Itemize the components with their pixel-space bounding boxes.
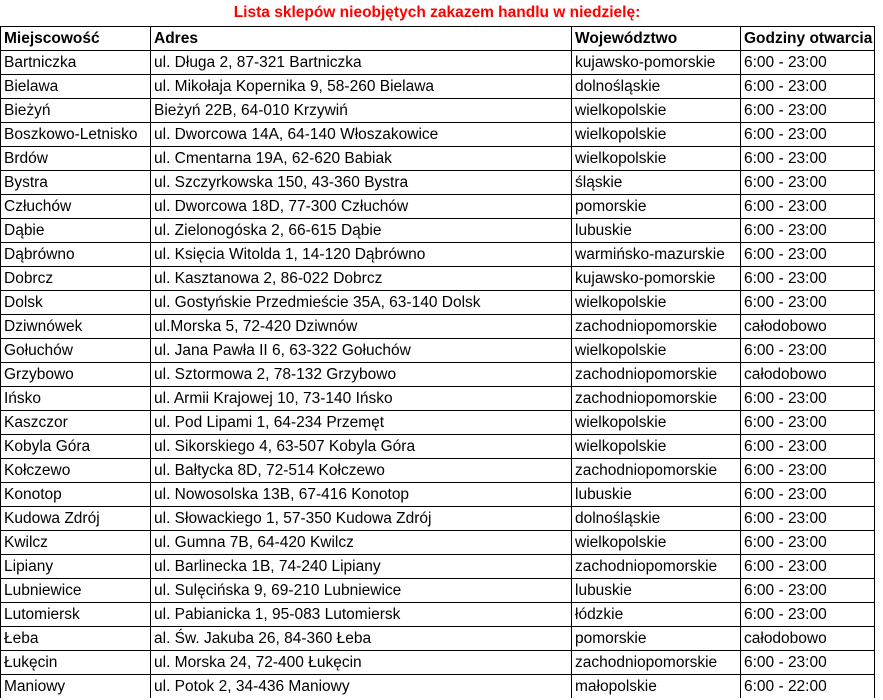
cell-miejscowosc[interactable]: Łukęcin bbox=[1, 651, 151, 675]
table-row bbox=[1, 531, 875, 555]
column-header-godziny-otwarcia[interactable]: Godziny otwarcia bbox=[741, 27, 875, 51]
table-row bbox=[1, 363, 875, 387]
table-row bbox=[1, 171, 875, 195]
cell-godziny-otwarcia[interactable]: 6:00 - 23:00 bbox=[741, 555, 875, 579]
cell-adres[interactable]: ul. Gostyńskie Przedmieście 35A, 63-140 Dolsk bbox=[151, 291, 572, 315]
cell-adres[interactable]: ul. Dworcowa 14A, 64-140 Włoszakowice bbox=[151, 123, 572, 147]
table-row bbox=[1, 435, 875, 459]
cell-wojewodztwo[interactable]: lubuskie bbox=[572, 219, 741, 243]
cell-adres[interactable]: ul. Morska 24, 72-400 Łukęcin bbox=[151, 651, 572, 675]
cell-adres[interactable]: ul. Księcia Witolda 1, 14-120 Dąbrówno bbox=[151, 243, 572, 267]
cell-godziny-otwarcia[interactable]: 6:00 - 23:00 bbox=[741, 99, 875, 123]
cell-wojewodztwo[interactable]: śląskie bbox=[572, 171, 741, 195]
cell-wojewodztwo[interactable]: dolnośląskie bbox=[572, 75, 741, 99]
cell-godziny-otwarcia[interactable]: 6:00 - 23:00 bbox=[741, 243, 875, 267]
sheet-title: Lista sklepów nieobjętych zakazem handlu w niedzielę: bbox=[233, 4, 641, 21]
cell-godziny-otwarcia[interactable]: 6:00 - 23:00 bbox=[741, 435, 875, 459]
cell-wojewodztwo[interactable]: małopolskie bbox=[572, 675, 741, 699]
table-row bbox=[1, 51, 875, 75]
cell-godziny-otwarcia[interactable]: 6:00 - 23:00 bbox=[741, 387, 875, 411]
table-row bbox=[1, 483, 875, 507]
cell-wojewodztwo[interactable]: kujawsko-pomorskie bbox=[572, 267, 741, 291]
cell-wojewodztwo[interactable]: zachodniopomorskie bbox=[572, 555, 741, 579]
table-row bbox=[1, 219, 875, 243]
cell-miejscowosc[interactable]: Bartniczka bbox=[1, 51, 151, 75]
table-row bbox=[1, 411, 875, 435]
cell-wojewodztwo[interactable]: wielkopolskie bbox=[572, 123, 741, 147]
cell-adres[interactable]: ul. Długa 2, 87-321 Bartniczka bbox=[151, 51, 572, 75]
cell-wojewodztwo[interactable]: wielkopolskie bbox=[572, 291, 741, 315]
cell-miejscowosc[interactable]: Bielawa bbox=[1, 75, 151, 99]
table-row bbox=[1, 75, 875, 99]
cell-miejscowosc[interactable]: Kwilcz bbox=[1, 531, 151, 555]
cell-wojewodztwo[interactable]: dolnośląskie bbox=[572, 507, 741, 531]
cell-wojewodztwo[interactable]: wielkopolskie bbox=[572, 411, 741, 435]
table-body bbox=[1, 51, 875, 699]
cell-wojewodztwo[interactable]: zachodniopomorskie bbox=[572, 315, 741, 339]
table-row bbox=[1, 243, 875, 267]
cell-godziny-otwarcia[interactable]: 6:00 - 23:00 bbox=[741, 483, 875, 507]
table-row bbox=[1, 291, 875, 315]
cell-godziny-otwarcia[interactable]: 6:00 - 23:00 bbox=[741, 171, 875, 195]
cell-wojewodztwo[interactable]: zachodniopomorskie bbox=[572, 387, 741, 411]
cell-miejscowosc[interactable]: Kaszczor bbox=[1, 411, 151, 435]
cell-wojewodztwo[interactable]: pomorskie bbox=[572, 195, 741, 219]
cell-miejscowosc[interactable]: Lubniewice bbox=[1, 579, 151, 603]
cell-godziny-otwarcia[interactable]: całodobowo bbox=[741, 627, 875, 651]
cell-miejscowosc[interactable]: Gołuchów bbox=[1, 339, 151, 363]
cell-wojewodztwo[interactable]: wielkopolskie bbox=[572, 147, 741, 171]
cell-adres[interactable]: ul. Gumna 7B, 64-420 Kwilcz bbox=[151, 531, 572, 555]
cell-godziny-otwarcia[interactable]: całodobowo bbox=[741, 363, 875, 387]
cell-miejscowosc[interactable]: Grzybowo bbox=[1, 363, 151, 387]
cell-adres[interactable]: ul. Sikorskiego 4, 63-507 Kobyla Góra bbox=[151, 435, 572, 459]
cell-wojewodztwo[interactable]: lubuskie bbox=[572, 483, 741, 507]
stores-table bbox=[0, 26, 875, 698]
cell-adres[interactable]: ul. Nowosolska 13B, 67-416 Konotop bbox=[151, 483, 572, 507]
cell-godziny-otwarcia[interactable]: całodobowo bbox=[741, 315, 875, 339]
cell-miejscowosc[interactable]: Człuchów bbox=[1, 195, 151, 219]
column-header-adres[interactable]: Adres bbox=[151, 27, 572, 51]
cell-godziny-otwarcia[interactable]: 6:00 - 23:00 bbox=[741, 459, 875, 483]
cell-miejscowosc[interactable]: Ińsko bbox=[1, 387, 151, 411]
cell-wojewodztwo[interactable]: zachodniopomorskie bbox=[572, 459, 741, 483]
table-row bbox=[1, 579, 875, 603]
cell-miejscowosc[interactable]: Kudowa Zdrój bbox=[1, 507, 151, 531]
cell-godziny-otwarcia[interactable]: 6:00 - 23:00 bbox=[741, 603, 875, 627]
cell-adres[interactable]: ul. Sulęcińska 9, 69-210 Lubniewice bbox=[151, 579, 572, 603]
cell-wojewodztwo[interactable]: zachodniopomorskie bbox=[572, 363, 741, 387]
cell-miejscowosc[interactable]: Brdów bbox=[1, 147, 151, 171]
cell-wojewodztwo[interactable]: pomorskie bbox=[572, 627, 741, 651]
cell-wojewodztwo[interactable]: lubuskie bbox=[572, 579, 741, 603]
table-row bbox=[1, 99, 875, 123]
table-row bbox=[1, 123, 875, 147]
cell-adres[interactable]: ul. Pabianicka 1, 95-083 Lutomiersk bbox=[151, 603, 572, 627]
cell-godziny-otwarcia[interactable]: 6:00 - 22:00 bbox=[741, 675, 875, 699]
table-row bbox=[1, 627, 875, 651]
cell-godziny-otwarcia[interactable]: 6:00 - 23:00 bbox=[741, 507, 875, 531]
cell-adres[interactable]: ul. Cmentarna 19A, 62-620 Babiak bbox=[151, 147, 572, 171]
cell-godziny-otwarcia[interactable]: 6:00 - 23:00 bbox=[741, 411, 875, 435]
cell-miejscowosc[interactable]: Łeba bbox=[1, 627, 151, 651]
cell-miejscowosc[interactable]: Konotop bbox=[1, 483, 151, 507]
cell-adres[interactable]: ul. Bałtycka 8D, 72-514 Kołczewo bbox=[151, 459, 572, 483]
cell-godziny-otwarcia[interactable]: 6:00 - 23:00 bbox=[741, 291, 875, 315]
cell-godziny-otwarcia[interactable]: 6:00 - 23:00 bbox=[741, 75, 875, 99]
cell-miejscowosc[interactable]: Maniowy bbox=[1, 675, 151, 699]
cell-godziny-otwarcia[interactable]: 6:00 - 23:00 bbox=[741, 147, 875, 171]
cell-miejscowosc[interactable]: Kobyla Góra bbox=[1, 435, 151, 459]
cell-miejscowosc[interactable]: Boszkowo-Letnisko bbox=[1, 123, 151, 147]
table-row bbox=[1, 603, 875, 627]
table-row bbox=[1, 555, 875, 579]
table-row bbox=[1, 387, 875, 411]
cell-adres[interactable]: ul. Mikołaja Kopernika 9, 58-260 Bielawa bbox=[151, 75, 572, 99]
cell-wojewodztwo[interactable]: wielkopolskie bbox=[572, 339, 741, 363]
table-row bbox=[1, 651, 875, 675]
cell-adres[interactable]: ul. Kasztanowa 2, 86-022 Dobrcz bbox=[151, 267, 572, 291]
table-row bbox=[1, 459, 875, 483]
cell-adres[interactable]: ul. Armii Krajowej 10, 73-140 Ińsko bbox=[151, 387, 572, 411]
table-row bbox=[1, 675, 875, 699]
cell-wojewodztwo[interactable]: kujawsko-pomorskie bbox=[572, 51, 741, 75]
cell-adres[interactable]: ul. Dworcowa 18D, 77-300 Człuchów bbox=[151, 195, 572, 219]
cell-adres[interactable]: al. Św. Jakuba 26, 84-360 Łeba bbox=[151, 627, 572, 651]
table-row bbox=[1, 195, 875, 219]
cell-adres[interactable]: ul.Morska 5, 72-420 Dziwnów bbox=[151, 315, 572, 339]
cell-miejscowosc[interactable]: Lutomiersk bbox=[1, 603, 151, 627]
table-row bbox=[1, 315, 875, 339]
table-row bbox=[1, 339, 875, 363]
cell-miejscowosc[interactable]: Bieżyń bbox=[1, 99, 151, 123]
cell-godziny-otwarcia[interactable]: 6:00 - 23:00 bbox=[741, 267, 875, 291]
cell-godziny-otwarcia[interactable]: 6:00 - 23:00 bbox=[741, 531, 875, 555]
cell-adres[interactable]: ul. Jana Pawła II 6, 63-322 Gołuchów bbox=[151, 339, 572, 363]
cell-godziny-otwarcia[interactable]: 6:00 - 23:00 bbox=[741, 123, 875, 147]
cell-godziny-otwarcia[interactable]: 6:00 - 23:00 bbox=[741, 219, 875, 243]
header-row bbox=[1, 27, 875, 51]
cell-wojewodztwo[interactable]: zachodniopomorskie bbox=[572, 651, 741, 675]
cell-godziny-otwarcia[interactable]: 6:00 - 23:00 bbox=[741, 195, 875, 219]
table-row bbox=[1, 267, 875, 291]
cell-miejscowosc[interactable]: Dolsk bbox=[1, 291, 151, 315]
cell-adres[interactable]: ul. Szczyrkowska 150, 43-360 Bystra bbox=[151, 171, 572, 195]
cell-godziny-otwarcia[interactable]: 6:00 - 23:00 bbox=[741, 579, 875, 603]
table-row bbox=[1, 507, 875, 531]
cell-wojewodztwo[interactable]: łódzkie bbox=[572, 603, 741, 627]
cell-adres[interactable]: ul. Pod Lipami 1, 64-234 Przemęt bbox=[151, 411, 572, 435]
cell-miejscowosc[interactable]: Kołczewo bbox=[1, 459, 151, 483]
cell-godziny-otwarcia[interactable]: 6:00 - 23:00 bbox=[741, 339, 875, 363]
cell-wojewodztwo[interactable]: wielkopolskie bbox=[572, 531, 741, 555]
cell-wojewodztwo[interactable]: wielkopolskie bbox=[572, 435, 741, 459]
cell-godziny-otwarcia[interactable]: 6:00 - 23:00 bbox=[741, 51, 875, 75]
cell-miejscowosc[interactable]: Dąbrówno bbox=[1, 243, 151, 267]
cell-adres[interactable]: ul. Słowackiego 1, 57-350 Kudowa Zdrój bbox=[151, 507, 572, 531]
cell-godziny-otwarcia[interactable]: 6:00 - 23:00 bbox=[741, 651, 875, 675]
column-header-wojewodztwo[interactable]: Województwo bbox=[572, 27, 741, 51]
cell-adres[interactable]: ul. Barlinecka 1B, 74-240 Lipiany bbox=[151, 555, 572, 579]
cell-miejscowosc[interactable]: Dobrcz bbox=[1, 267, 151, 291]
cell-adres[interactable]: ul. Potok 2, 34-436 Maniowy bbox=[151, 675, 572, 699]
cell-adres[interactable]: ul. Sztormowa 2, 78-132 Grzybowo bbox=[151, 363, 572, 387]
column-header-miejscowosc[interactable]: Miejscowość bbox=[1, 27, 151, 51]
cell-adres[interactable]: ul. Zielonogóska 2, 66-615 Dąbie bbox=[151, 219, 572, 243]
cell-miejscowosc[interactable]: Bystra bbox=[1, 171, 151, 195]
cell-wojewodztwo[interactable]: wielkopolskie bbox=[572, 99, 741, 123]
table-row bbox=[1, 147, 875, 171]
cell-miejscowosc[interactable]: Dziwnówek bbox=[1, 315, 151, 339]
cell-miejscowosc[interactable]: Dąbie bbox=[1, 219, 151, 243]
cell-wojewodztwo[interactable]: warmińsko-mazurskie bbox=[572, 243, 741, 267]
cell-miejscowosc[interactable]: Lipiany bbox=[1, 555, 151, 579]
cell-adres[interactable]: Bieżyń 22B, 64-010 Krzywiń bbox=[151, 99, 572, 123]
